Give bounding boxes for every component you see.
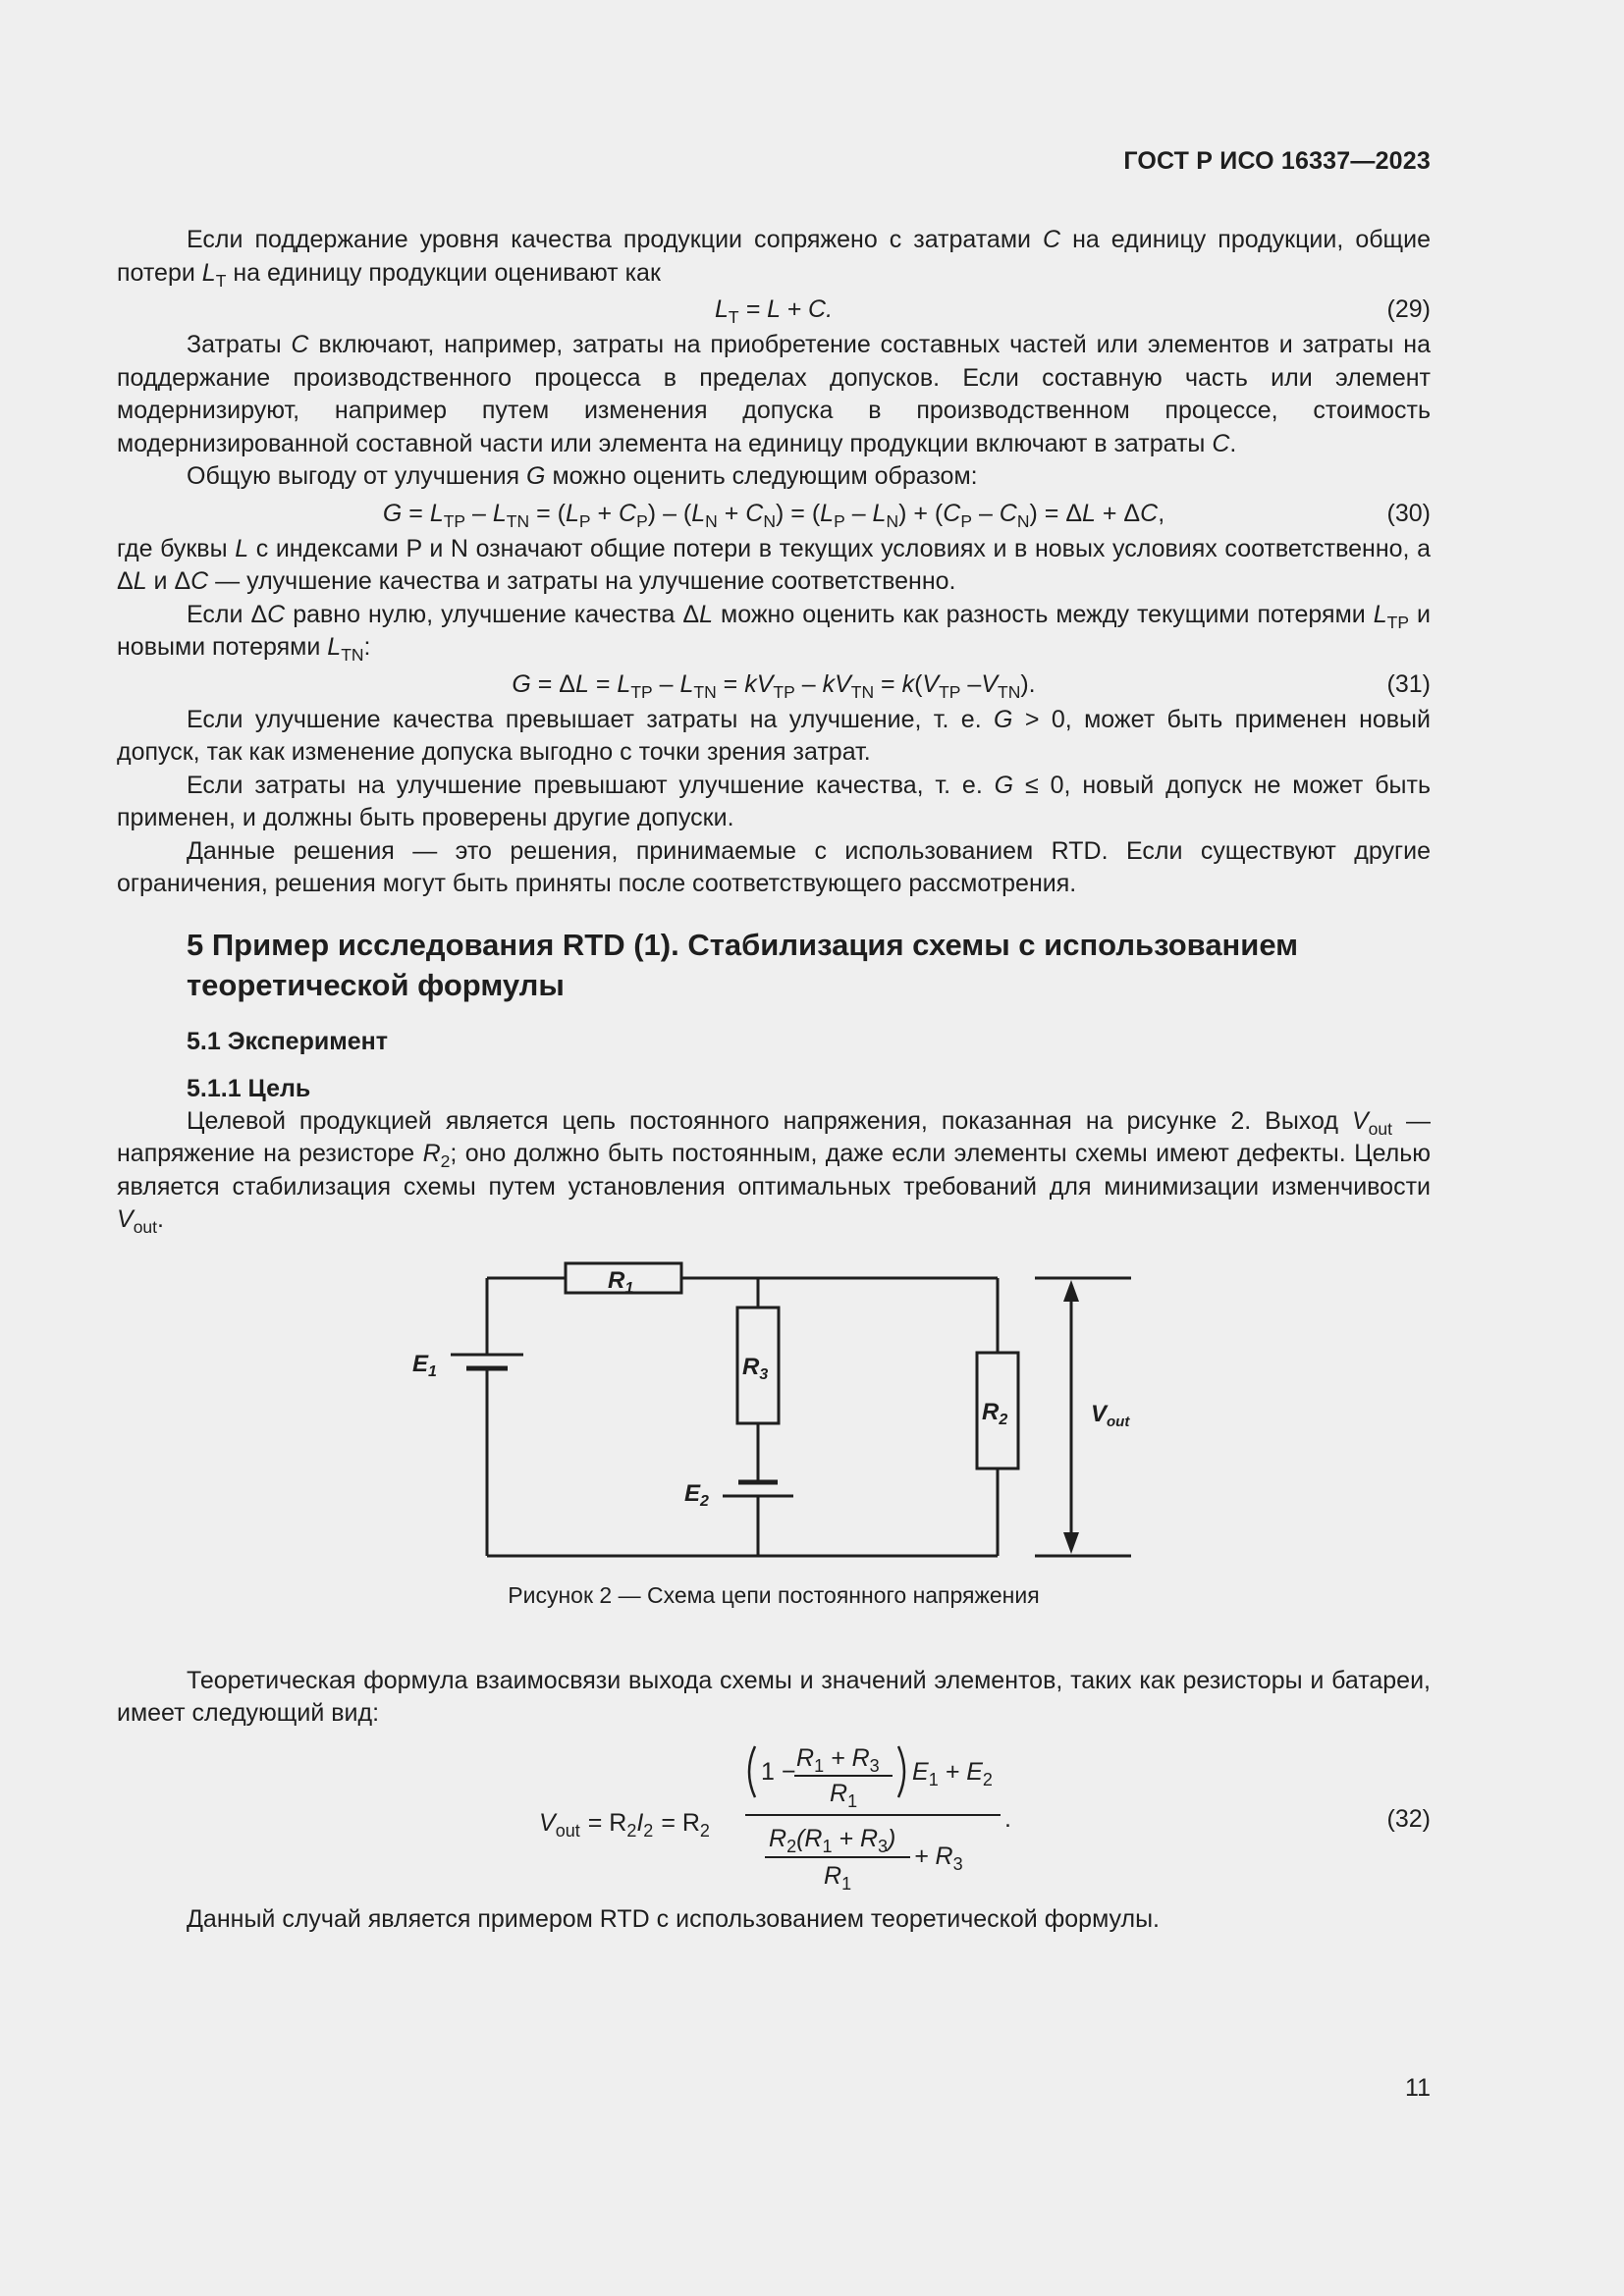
circuit-diagram xyxy=(117,1247,1431,1600)
circuit-figure xyxy=(117,1247,1431,1639)
paragraph-goal: Целевой продукцией является цепь постоянного напряжения, показанная на рисунке 2. Выход $V_{out}$ — напряжение на резисторе $R_2$; оно должно быть постоянным, даже если элементы схемы имеют дефекты. Целью является стабилизация схемы путем установления оптимальных требований для минимизации изменчивости $V_{out}$. xyxy=(117,1106,1432,1237)
equation-29: $L_T = L + C$. (29) xyxy=(117,290,1431,329)
label-r3: $R_3$ xyxy=(742,1353,769,1383)
label-e2: $E_2$ xyxy=(684,1479,709,1510)
paragraph-benefit-positive: Если улучшение качества превышает затраты на улучшение, т. е. G > 0, может быть применен новый допуск, так как изменение допуска выгодно с точки зрения затрат. xyxy=(117,705,1431,766)
equation-32 xyxy=(117,1736,1431,1903)
label-e1: $E_1$ xyxy=(412,1350,437,1380)
paragraph-example: Данный случай является примером RTD с использованием теоретической формулы. xyxy=(187,1904,1161,1933)
paragraph-zero-cost: Если ΔC равно нулю, улучшение качества ΔL можно оценить как разность между текущими потерями $L_{TP}$ и новыми потерями $L_{TN}$: xyxy=(117,600,1431,665)
page-content xyxy=(117,224,1431,1936)
eq32-period: . xyxy=(1004,1804,1011,1833)
section-5-1-1-heading: 5.1.1 Цель xyxy=(187,1074,311,1102)
label-r1: $R_1$ xyxy=(608,1266,634,1297)
arrow-up-icon xyxy=(1063,1280,1079,1302)
eq32-den-bottom: $R_1$ xyxy=(824,1861,852,1894)
paragraph-benefit-negative: Если затраты на улучшение превышают улучшение качества, т. е. G ≤ 0, новый допуск не может быть применен, и должны быть проверены другие допуски. xyxy=(117,771,1431,831)
label-r2: $R_2$ xyxy=(982,1398,1008,1428)
eq32-num-top: $R_1 + R_3$ xyxy=(796,1743,880,1776)
eq32-lhs: $V_{out} = R_2I_2 = R_2$ xyxy=(539,1808,710,1841)
paragraph-indices: где буквы L с индексами P и N означают общие потери в текущих условиях и в новых условиях соответственно, а ΔL и ΔC — улучшение качества и затраты на улучшение соответственно. xyxy=(117,534,1431,595)
equation-number: (31) xyxy=(1386,669,1431,698)
figure-caption: Рисунок 2 — Схема цепи постоянного напряжения xyxy=(508,1581,1040,1608)
left-paren xyxy=(749,1746,755,1797)
paragraph-decisions: Данные решения — это решения, принимаемые с использованием RTD. Если существуют другие ограничения, решения могут быть приняты после соответствующего рассмотрения. xyxy=(117,836,1431,897)
eq32-den-plus-r3: + $R_3$ xyxy=(914,1842,963,1874)
paragraph-theoretical-formula: Теоретическая формула взаимосвязи выхода схемы и значений элементов, таких как резисторы и батареи, имеет следующий вид: xyxy=(117,1666,1431,1727)
eq32-num-bottom: $R_1$ xyxy=(830,1779,858,1811)
page-number: 11 xyxy=(1405,2074,1431,2102)
section-5-heading: 5 Пример исследования RTD (1). Стабилизация схемы с использованием теоретической формулы xyxy=(187,927,1299,1002)
paragraph-cost-intro: Если поддержание уровня качества продукции сопряжено с затратами C на единицу продукции, общие потери $L_T$ на единицу продукции оценивают как xyxy=(117,226,1431,291)
equation-number: (32) xyxy=(1386,1804,1431,1833)
right-paren xyxy=(898,1746,904,1797)
section-5-1-heading: 5.1 Эксперимент xyxy=(187,1027,388,1055)
arrow-down-icon xyxy=(1063,1532,1079,1554)
document-id: ГОСТ Р ИСО 16337—2023 xyxy=(1123,147,1431,175)
equation-30: $G = L_{TP} - L_{TN} = (L_P + C_P) - (L_N + C_N) = (L_P - L_N) + (C_P - C_N) = \Delta L + \Delta C$, (30) xyxy=(117,494,1431,533)
paragraph-costs: Затраты C включают, например, затраты на приобретение составных частей или элементов и затраты на поддержание производственного процесса в пределах допусков. Если составную часть или элемент модернизируют, например путем изменения допуска в производственном процессе, стоимость модернизированной составной части или элемента на единицу продукции включают в затраты C. xyxy=(117,331,1431,457)
equation-31: $G = \Delta L = L_{TP} - L_{TN} = kV_{TP} - kV_{TN} = k(V_{TP}$ $-V_{TN}$). (31) xyxy=(117,665,1431,704)
label-vout: $V_{out}$ xyxy=(1091,1400,1130,1430)
eq32-e-terms: $E_1 + E_2$ xyxy=(912,1757,993,1789)
eq32-one-minus: 1 − xyxy=(761,1757,796,1786)
equation-number: (30) xyxy=(1386,499,1431,527)
equation-number: (29) xyxy=(1386,295,1431,323)
eq32-den-top: $R_2(R_1 + R_3)$ xyxy=(769,1824,896,1856)
equation-32-svg xyxy=(117,1736,1431,1903)
paragraph-benefit: Общую выгоду от улучшения G можно оценить следующим образом: xyxy=(187,462,978,490)
